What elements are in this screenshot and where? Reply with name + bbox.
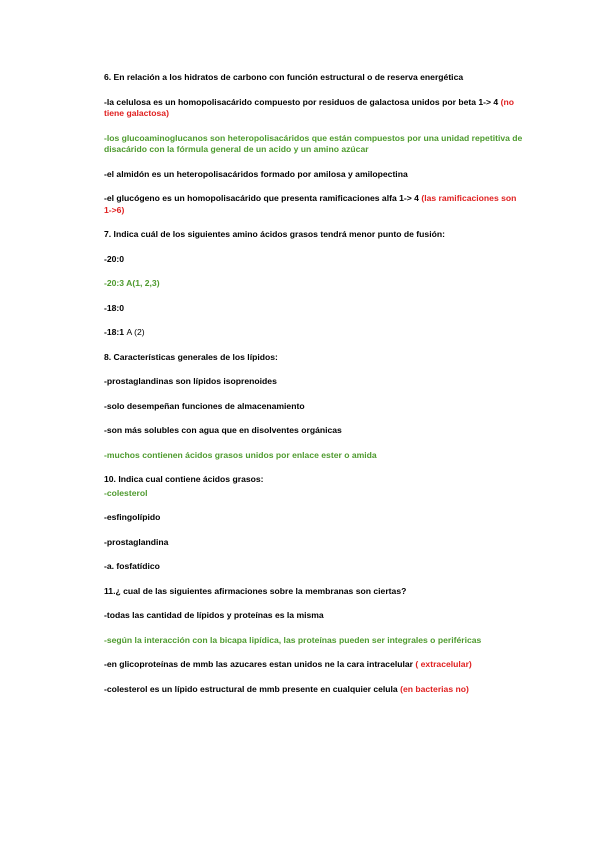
question-11-option-4 bbox=[104, 684, 524, 696]
option-text: -muchos contienen ácidos grasos unidos por enlace ester o amida bbox=[104, 449, 377, 460]
option-text: -colesterol es un lípido estructural de mmb presente en cualquier celula bbox=[104, 683, 401, 694]
question-11-option-1 bbox=[104, 610, 524, 622]
question-6-title: 6. En relación a los hidratos de carbono con función estructural o de reserva energética bbox=[104, 72, 464, 82]
option-text: -18:1 bbox=[104, 327, 127, 337]
question-7-option-4 bbox=[104, 327, 524, 339]
option-text: -en glicoproteínas de mmb las azucares estan unidos ne la cara intracelular bbox=[104, 659, 416, 669]
question-10-option-4 bbox=[104, 561, 524, 573]
option-text: -según la interacción con la bicapa lipídica, las proteínas pueden ser integrales o periféricas bbox=[104, 634, 482, 645]
option-text: -solo desempeñan funciones de almacenamiento bbox=[104, 400, 305, 411]
option-text: -a. fosfatídico bbox=[104, 561, 160, 571]
document-body bbox=[104, 72, 524, 708]
question-11-option-2-correct bbox=[104, 635, 524, 647]
question-7-title: 7. Indica cuál de los siguientes amino ácidos grasos tendrá menor punto de fusión: bbox=[104, 229, 445, 239]
option-text: -20:3 A(1, 2,3) bbox=[104, 278, 160, 288]
option-text: -prostaglandinas son lípidos isoprenoides bbox=[104, 376, 277, 386]
question-7-option-2-correct bbox=[104, 278, 524, 290]
option-text: -colesterol bbox=[104, 487, 148, 498]
question-8-title: 8. Características generales de los lípidos: bbox=[104, 351, 278, 362]
question-7-option-1 bbox=[104, 254, 524, 266]
option-text: -esfingolípido bbox=[104, 512, 161, 522]
option-text: -todas las cantidad de lípidos y proteínas es la misma bbox=[104, 610, 324, 620]
question-8-option-1 bbox=[104, 376, 524, 388]
option-text: -18:0 bbox=[104, 302, 125, 313]
option-text: -prostaglandina bbox=[104, 536, 169, 547]
question-8-option-2 bbox=[104, 401, 524, 413]
question-10-title: 10. Indica cual contiene ácidos grasos: bbox=[104, 474, 264, 484]
question-8-option-3 bbox=[104, 425, 524, 437]
question-6-option-3 bbox=[104, 169, 524, 181]
option-text: -20:0 bbox=[104, 253, 125, 264]
question-6-option-2-correct bbox=[104, 133, 524, 156]
question-6-option-4 bbox=[104, 193, 524, 216]
option-text: -el glucógeno es un homopolisacárido que presenta ramificaciones alfa 1-> 4 bbox=[104, 193, 422, 203]
question-11-title: 11.¿ cual de las siguientes afirmaciones sobre la membranas son ciertas? bbox=[104, 585, 407, 596]
question-11-option-3 bbox=[104, 659, 524, 671]
correction-note: (en bacterias no) bbox=[400, 683, 469, 694]
correction-note: (no tiene galactosa) bbox=[104, 96, 514, 118]
question-6-option-1 bbox=[104, 97, 524, 120]
question-10-option-1-correct bbox=[104, 488, 524, 500]
option-annotation: A (2) bbox=[126, 327, 145, 337]
option-text: -los glucoaminoglucanos son heteropolisacáridos que están compuestos por una unidad repetitiva de disacárido con la fórmula general de un acido y un amino azúcar bbox=[104, 132, 523, 154]
correction-note: (las ramificaciones son 1->6) bbox=[104, 193, 517, 215]
option-text: -son más solubles con agua que en disolventes orgánicas bbox=[104, 425, 342, 435]
option-text: -la celulosa es un homopolisacárido compuesto por residuos de galactosa unidos por beta 1-> 4 bbox=[104, 96, 501, 107]
option-text: -el almidón es un heteropolisacáridos formado por amilosa y amilopectina bbox=[104, 168, 408, 179]
question-10-option-2 bbox=[104, 512, 524, 524]
correction-note: ( extracelular) bbox=[415, 659, 472, 669]
question-10-option-3 bbox=[104, 537, 524, 549]
question-8-option-4-correct bbox=[104, 450, 524, 462]
question-7-option-3 bbox=[104, 303, 524, 315]
